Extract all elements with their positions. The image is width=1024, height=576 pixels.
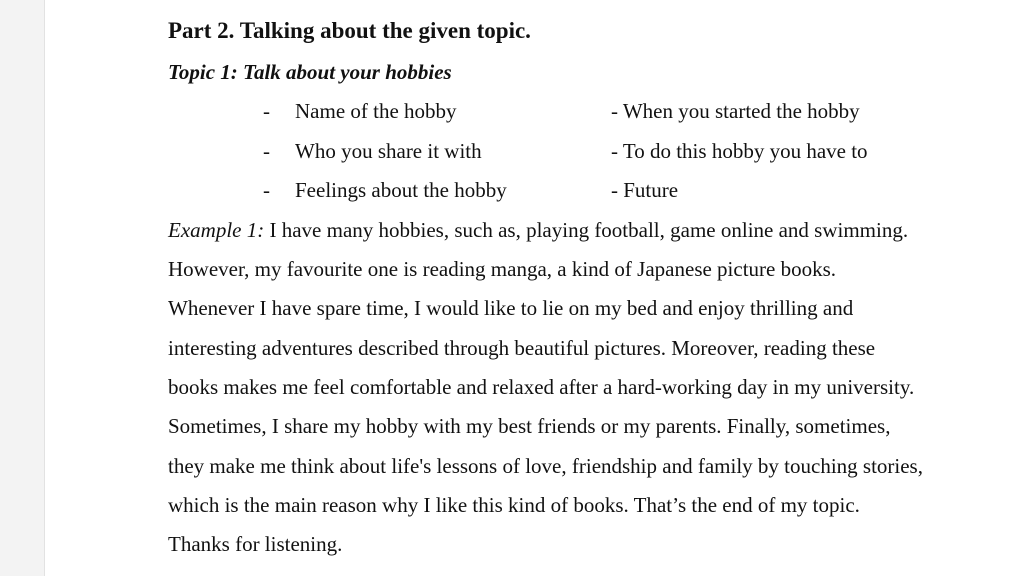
bullet-right-text: - To do this hobby you have to bbox=[611, 139, 868, 163]
paragraph-line: Thanks for listening. bbox=[168, 532, 343, 556]
bullet-row bbox=[45, 99, 1024, 129]
bullet-left-text: Name of the hobby bbox=[295, 99, 457, 123]
paragraph-line: Sometimes, I share my hobby with my best friends or my parents. Finally, sometimes, bbox=[168, 414, 891, 438]
topic-title: Topic 1: Talk about your hobbies bbox=[168, 60, 452, 84]
bullet-row bbox=[45, 139, 1024, 169]
paragraph-line: Whenever I have spare time, I would like to lie on my bed and enjoy thrilling and bbox=[168, 296, 854, 320]
paragraph-line: interesting adventures described through beautiful pictures. Moreover, reading these bbox=[168, 336, 876, 360]
example-first-line bbox=[168, 218, 908, 243]
paragraph-line: they make me think about life's lessons of love, friendship and family by touching stories, bbox=[168, 454, 923, 478]
bullet-left-text: Who you share it with bbox=[295, 139, 482, 163]
document-page bbox=[44, 0, 1024, 576]
paragraph-line: books makes me feel comfortable and relaxed after a hard-working day in my university. bbox=[168, 375, 915, 399]
example-label: Example 1: bbox=[168, 218, 265, 242]
bullet-dash: - bbox=[263, 99, 270, 123]
paragraph-line: However, my favourite one is reading manga, a kind of Japanese picture books. bbox=[168, 257, 837, 281]
section-heading: Part 2. Talking about the given topic. bbox=[168, 18, 531, 43]
bullet-right-text: - Future bbox=[611, 178, 679, 202]
bullet-left-text: Feelings about the hobby bbox=[295, 178, 507, 202]
example-first-line-text: I have many hobbies, such as, playing football, game online and swimming. bbox=[264, 218, 909, 242]
bullet-row bbox=[45, 178, 1024, 208]
bullet-dash: - bbox=[263, 178, 270, 202]
bullet-right-text: - When you started the hobby bbox=[611, 99, 860, 123]
bullet-dash: - bbox=[263, 139, 270, 163]
paragraph-line: which is the main reason why I like this kind of books. That’s the end of my topic. bbox=[168, 493, 860, 517]
